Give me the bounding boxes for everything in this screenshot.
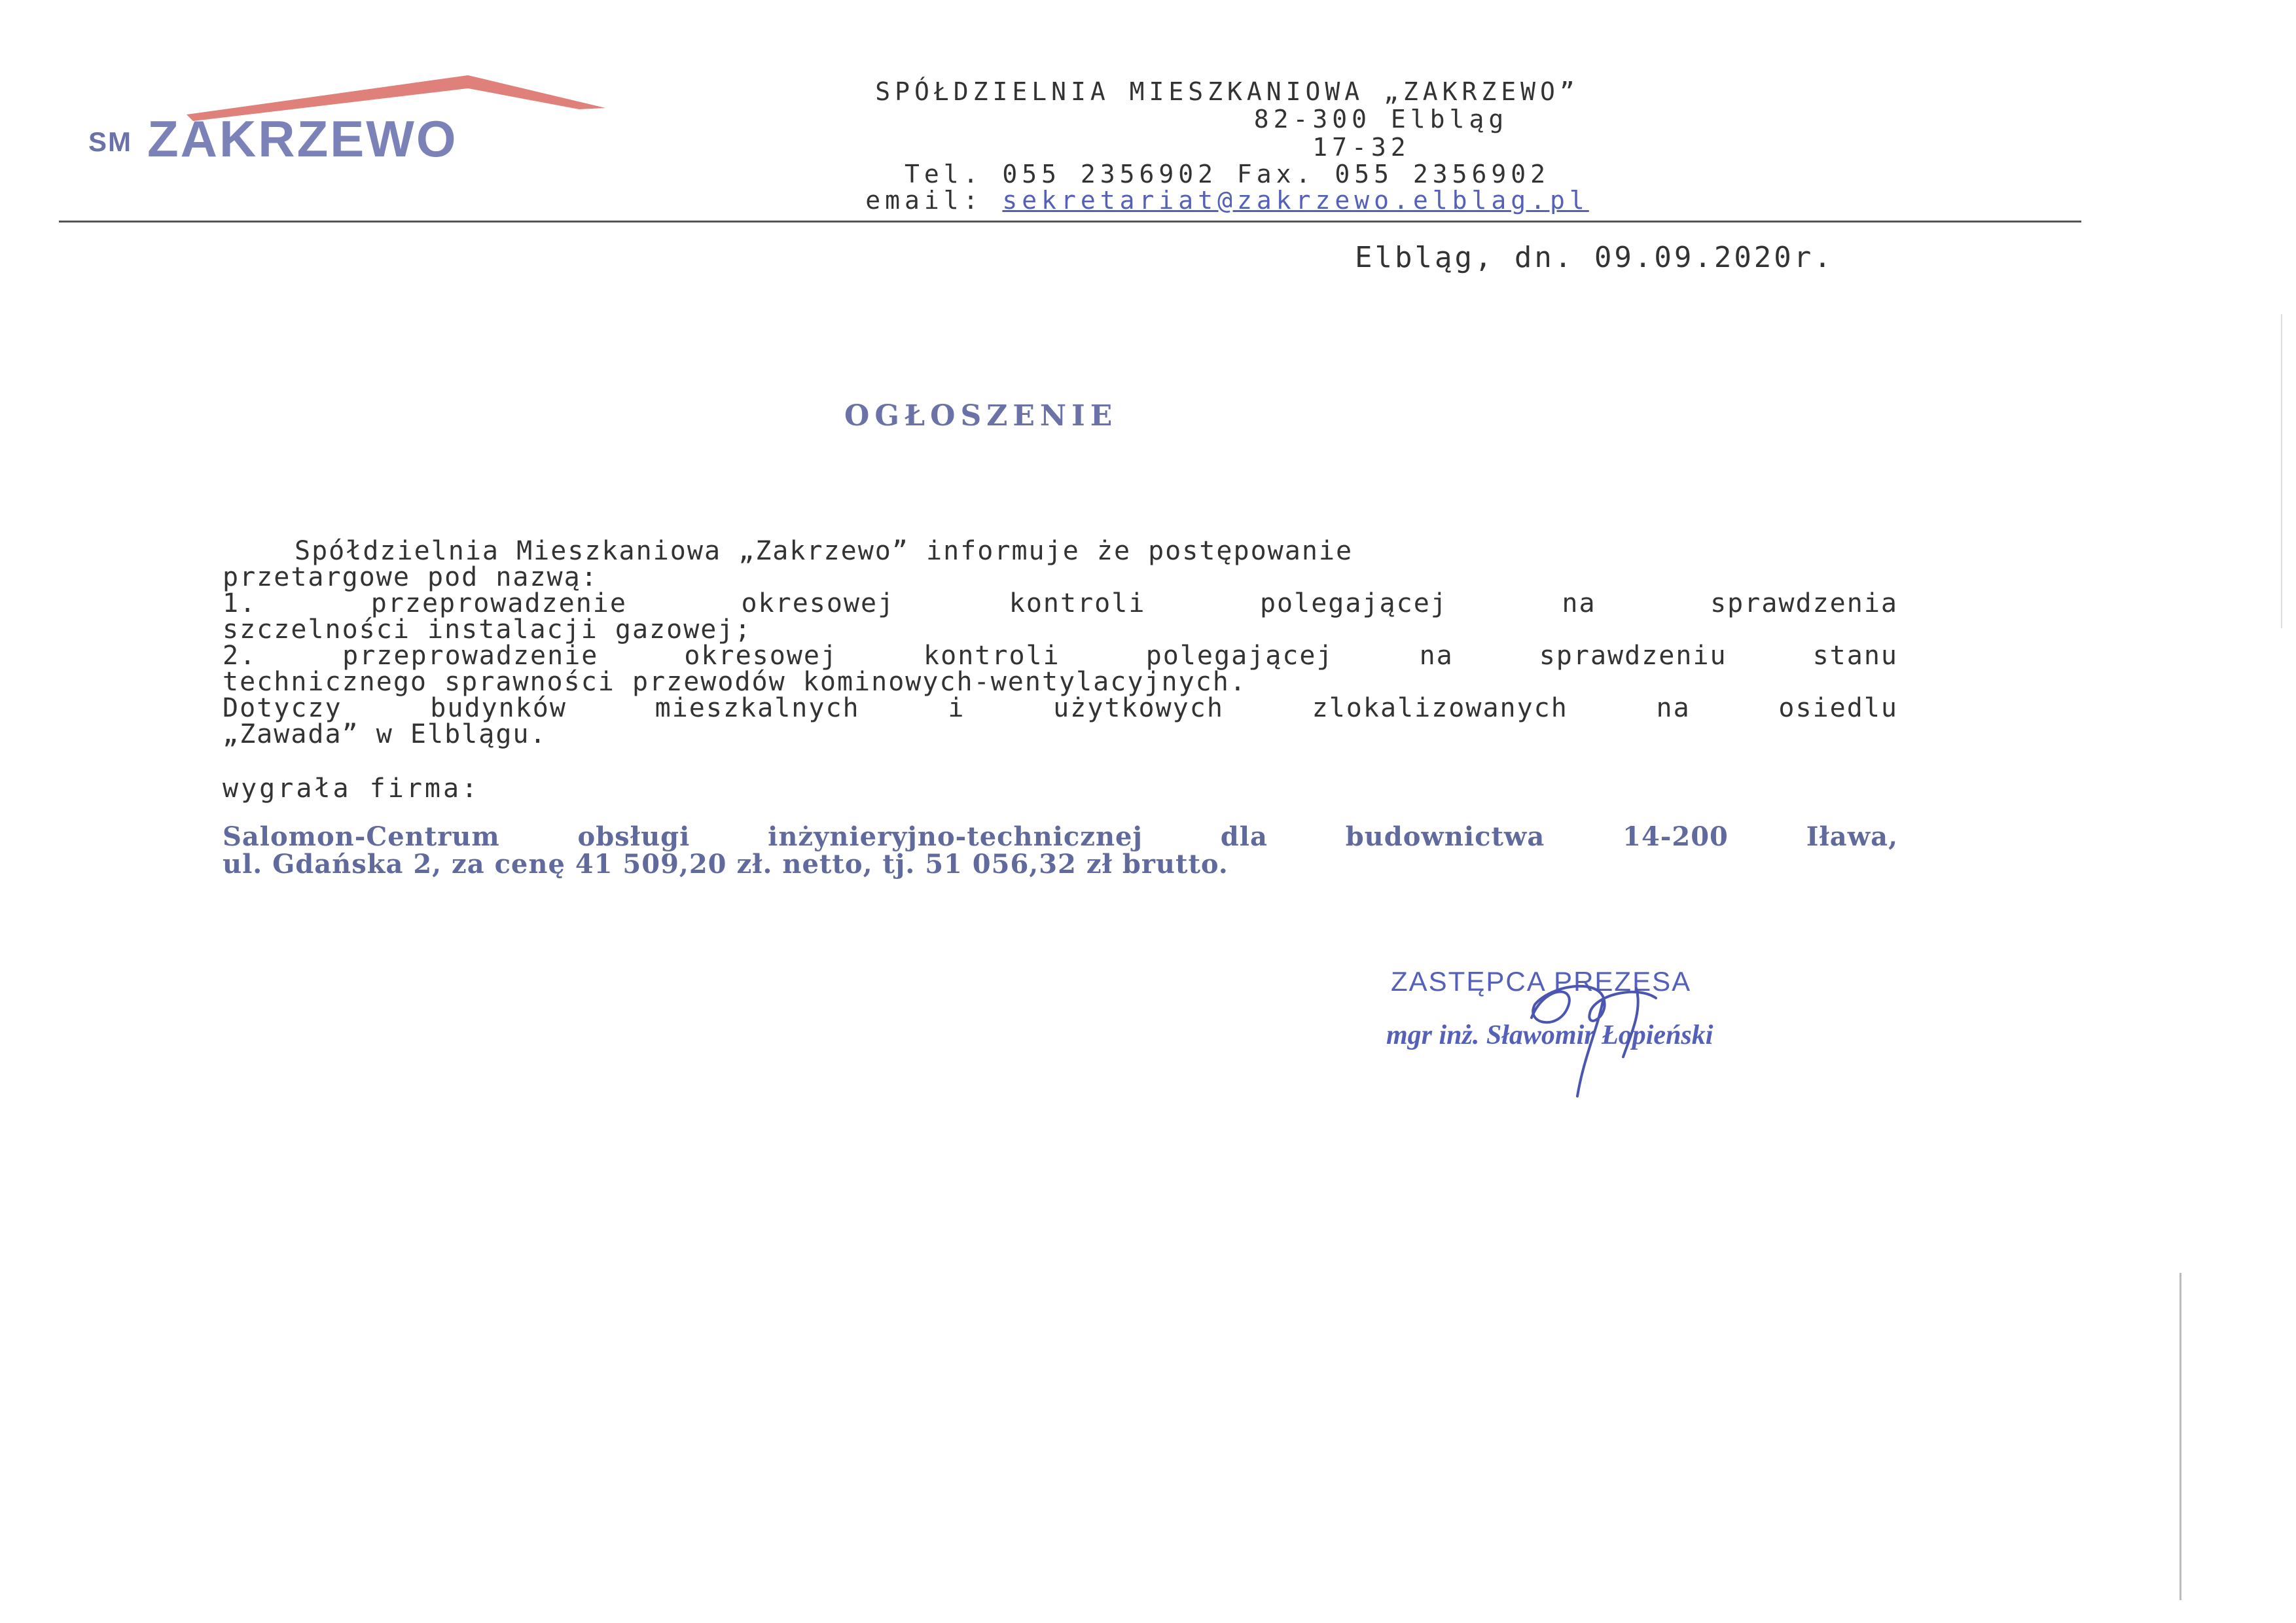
email-line bbox=[655, 186, 1800, 215]
document-date: Elbląg, dn. 09.09.2020r. bbox=[1355, 241, 1834, 274]
body-line: „Zawada” w Elblągu. bbox=[223, 719, 547, 749]
signer-name: mgr inż. Sławomir Łopieński bbox=[1386, 1020, 1713, 1050]
winner-line: Salomon-Centrum obsługi inżynieryjno-technicznej dla budownictwa 14-200 Iława, bbox=[223, 821, 1898, 852]
won-label: wygrała firma: bbox=[223, 774, 480, 804]
body-line: 2. przeprowadzenie okresowej kontroli polegającej na sprawdzeniu stanu bbox=[223, 641, 1898, 671]
address-line: 82-300 Elbląg bbox=[1253, 105, 1509, 134]
company-logo bbox=[88, 69, 520, 167]
body-line: 1. przeprowadzenie okresowej kontroli polegającej na sprawdzenia bbox=[223, 588, 1898, 618]
header-divider bbox=[59, 221, 2081, 223]
announcement-body bbox=[223, 538, 1898, 747]
body-line: technicznego sprawności przewodów kominowych-wentylacyjnych. bbox=[223, 667, 1247, 697]
org-name: SPÓŁDZIELNIA MIESZKANIOWA „ZAKRZEWO” bbox=[875, 77, 1579, 106]
scan-artifact-line bbox=[2179, 1273, 2181, 1600]
scan-artifact-line bbox=[2281, 314, 2282, 628]
phone-fax: Tel. 055 2356902 Fax. 055 2356902 bbox=[905, 160, 1550, 188]
winner-details bbox=[223, 823, 1898, 878]
body-line: Dotyczy budynków mieszkalnych i użytkowych zlokalizowanych na osiedlu bbox=[223, 693, 1898, 723]
winner-line: ul. Gdańska 2, za cenę 41 509,20 zł. netto, tj. 51 056,32 zł brutto. bbox=[223, 849, 1229, 880]
address-line-2: 17-32 bbox=[1312, 133, 1410, 162]
handwritten-signature bbox=[1505, 959, 1702, 1103]
logo-prefix: SM bbox=[88, 126, 132, 157]
body-line: przetargowe pod nazwą: bbox=[223, 562, 598, 592]
email-link[interactable]: sekretariat@zakrzewo.elblag.pl bbox=[1002, 186, 1589, 215]
signer-role: ZASTĘPCA PREZESA bbox=[1391, 966, 1692, 997]
document-title: OGŁOSZENIE bbox=[844, 399, 1118, 433]
body-line: szczelności instalacji gazowej; bbox=[223, 615, 752, 645]
body-line: Spółdzielnia Mieszkaniowa „Zakrzewo” informuje że postępowanie bbox=[295, 536, 1354, 566]
email-label: email: bbox=[865, 186, 983, 215]
logo-name: ZAKRZEWO bbox=[147, 110, 458, 168]
